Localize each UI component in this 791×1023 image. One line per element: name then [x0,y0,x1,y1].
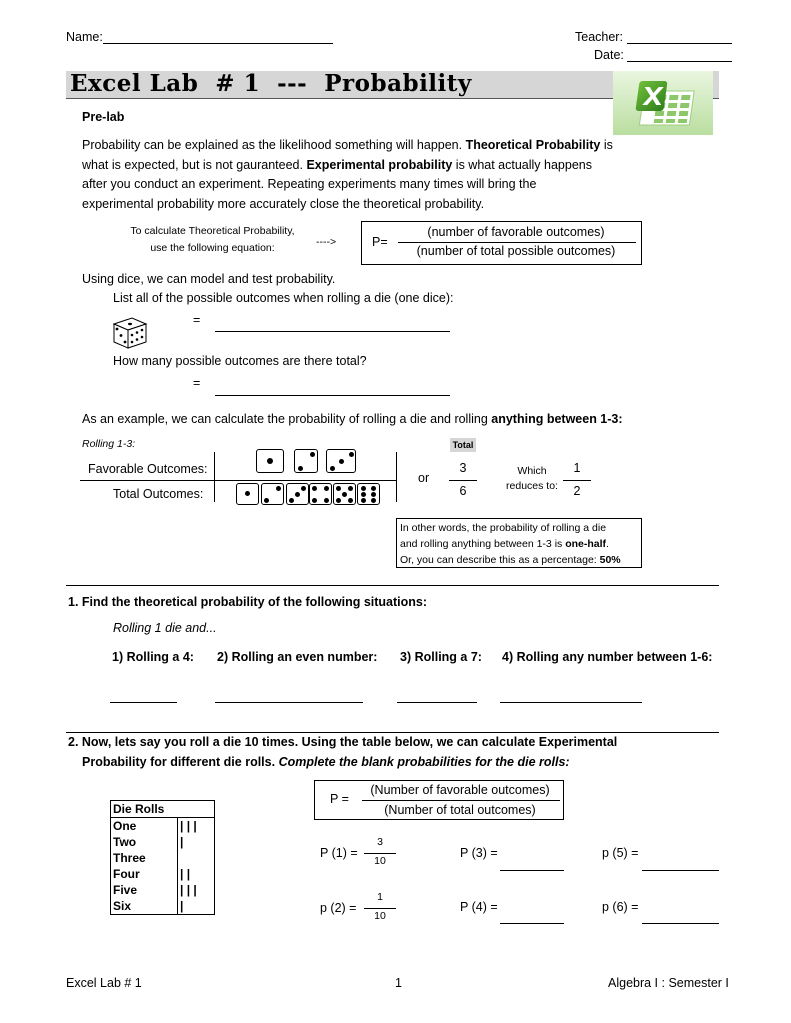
equals-1: = [193,313,201,327]
table-row [111,882,215,898]
q2-line-2: Probability for different die rolls. Complete the blank probabilities for the die rolls: [82,754,570,769]
dice-intro: Using dice, we can model and test probability. [82,272,336,286]
q1-item-2: 2) Rolling an even number: [217,650,378,664]
teacher-label: Teacher: [575,30,623,44]
row-label: Two [111,834,178,850]
p1-bar [364,853,396,854]
formula-bar [398,242,636,243]
intro-line-2: what is expected, but is not gauranteed. Experimental probability is what actually happens [82,157,592,172]
summary-note-box [396,518,642,568]
p5-label: p (5) = [602,846,639,860]
p2-den: 10 [374,910,386,922]
q1-item-4: 4) Rolling any number between 1-6: [502,650,713,664]
or-text: or [418,471,430,485]
row-tally: | | | [178,818,215,835]
example-frac-bar [449,480,477,481]
row-tally [178,850,215,866]
table-row [111,898,215,915]
row-tally: | [178,898,215,915]
page-title: Excel Lab # 1 --- Probability [70,70,472,97]
name-label: Name: [66,30,103,44]
table-row [111,866,215,882]
q1-answer-3[interactable] [397,702,477,703]
calc-line-2: use the following equation: [150,242,275,254]
favorable-label: Favorable Outcomes: [88,462,208,476]
outcomes-list-blank[interactable] [215,331,450,332]
die-icon [111,313,149,351]
die-face-4 [309,483,332,505]
arrow-text: ----> [316,236,337,248]
exp-formula-num: (Number of favorable outcomes) [370,783,550,797]
name-blank[interactable] [103,43,333,44]
excel-logo-icon [613,71,713,135]
row-label: Three [111,850,178,866]
reduced-bar [563,480,591,481]
page-number: 1 [395,976,402,990]
example-frac-num: 3 [459,461,467,475]
note-line-3: Or, you can describe this as a percentage: 50% [400,554,621,566]
note-line-2: and rolling anything between 1-3 is one-half. [400,538,609,550]
table-row [111,834,215,850]
q1-item-1: 1) Rolling a 4: [112,650,194,664]
row-tally: | [178,834,215,850]
q1-subheading: Rolling 1 die and... [113,621,217,635]
list-prompt: List all of the possible outcomes when rolling a die (one dice): [113,291,454,305]
die-face-1 [256,449,284,473]
q1-answer-1[interactable] [110,702,177,703]
example-left-rule [214,452,215,502]
die-face-3 [286,483,309,505]
prelab-intro [82,136,652,214]
table-row [111,850,215,866]
reduced-num: 1 [573,461,581,475]
section-divider-1 [66,585,719,586]
die-face-2 [294,449,318,473]
q1-answer-4[interactable] [500,702,642,703]
q2-heading [68,733,708,772]
total-label: Total Outcomes: [113,487,204,501]
total-badge: Total [450,438,476,452]
p2-label: p (2) = [320,901,357,915]
exp-formula-den: (Number of total outcomes) [384,803,536,817]
p2-num: 1 [377,891,383,903]
p1-num: 3 [377,836,383,848]
die-face-5 [333,483,356,505]
example-frac-den: 6 [459,484,467,498]
row-label: Six [111,898,178,915]
p4-answer[interactable] [500,923,564,924]
how-many-prompt: How many possible outcomes are there total? [113,354,367,368]
p5-answer[interactable] [642,870,719,871]
reduced-den: 2 [573,484,581,498]
example-divider [80,480,397,481]
exp-formula-p: P = [330,792,349,806]
q1-item-3: 3) Rolling a 7: [400,650,482,664]
calc-instructions [110,223,315,257]
p3-label: P (3) = [460,846,498,860]
row-tally: | | | [178,882,215,898]
die-rolls-table [110,800,215,915]
reduces-text: Which reduces to: [506,465,558,492]
p3-answer[interactable] [500,870,564,871]
total-outcomes-blank[interactable] [215,395,450,396]
die-face-6 [357,483,380,505]
q2-line-1: 2. Now, lets say you roll a die 10 times. Using the table below, we can calculate Experimental [68,735,618,749]
row-label: Five [111,882,178,898]
p1-den: 10 [374,855,386,867]
footer-left: Excel Lab # 1 [66,976,142,990]
example-text: As an example, we can calculate the probability of rolling a die and rolling anything between 1-3: [82,412,623,426]
formula-numerator: (number of favorable outcomes) [427,225,605,239]
example-right-rule [396,452,397,502]
table-header: Die Rolls [111,801,215,818]
die-face-3 [326,449,356,473]
formula-denominator: (number of total possible outcomes) [416,244,616,258]
calc-line-1: To calculate Theoretical Probability, [130,225,295,237]
formula-p: P= [372,235,388,249]
table-header-row [111,801,215,818]
p6-label: p (6) = [602,900,639,914]
intro-line-4: experimental probability more accurately close the theoretical probability. [82,196,485,211]
equals-2: = [193,376,201,390]
die-face-2 [261,483,284,505]
intro-line-1: Probability can be explained as the likelihood something will happen. Theoretical Probability is [82,138,613,152]
p6-answer[interactable] [642,923,719,924]
p2-bar [364,908,396,909]
die-face-1 [236,483,259,505]
row-label: Four [111,866,178,882]
date-blank[interactable] [627,61,732,62]
row-label: One [111,818,178,835]
p4-label: P (4) = [460,900,498,914]
q1-answer-2[interactable] [215,702,363,703]
exp-formula-bar [362,800,560,801]
rolling-label: Rolling 1-3: [82,438,136,450]
q1-heading: 1. Find the theoretical probability of the following situations: [68,595,428,609]
row-tally: | | [178,866,215,882]
p1-label: P (1) = [320,846,358,860]
table-row [111,818,215,835]
note-line-1: In other words, the probability of rolling a die [400,522,607,534]
prelab-heading: Pre-lab [82,110,125,124]
date-label: Date: [594,48,624,62]
intro-line-3: after you conduct an experiment. Repeating experiments many times will bring the [82,177,537,191]
teacher-blank[interactable] [627,43,732,44]
footer-right: Algebra I : Semester I [608,976,729,990]
